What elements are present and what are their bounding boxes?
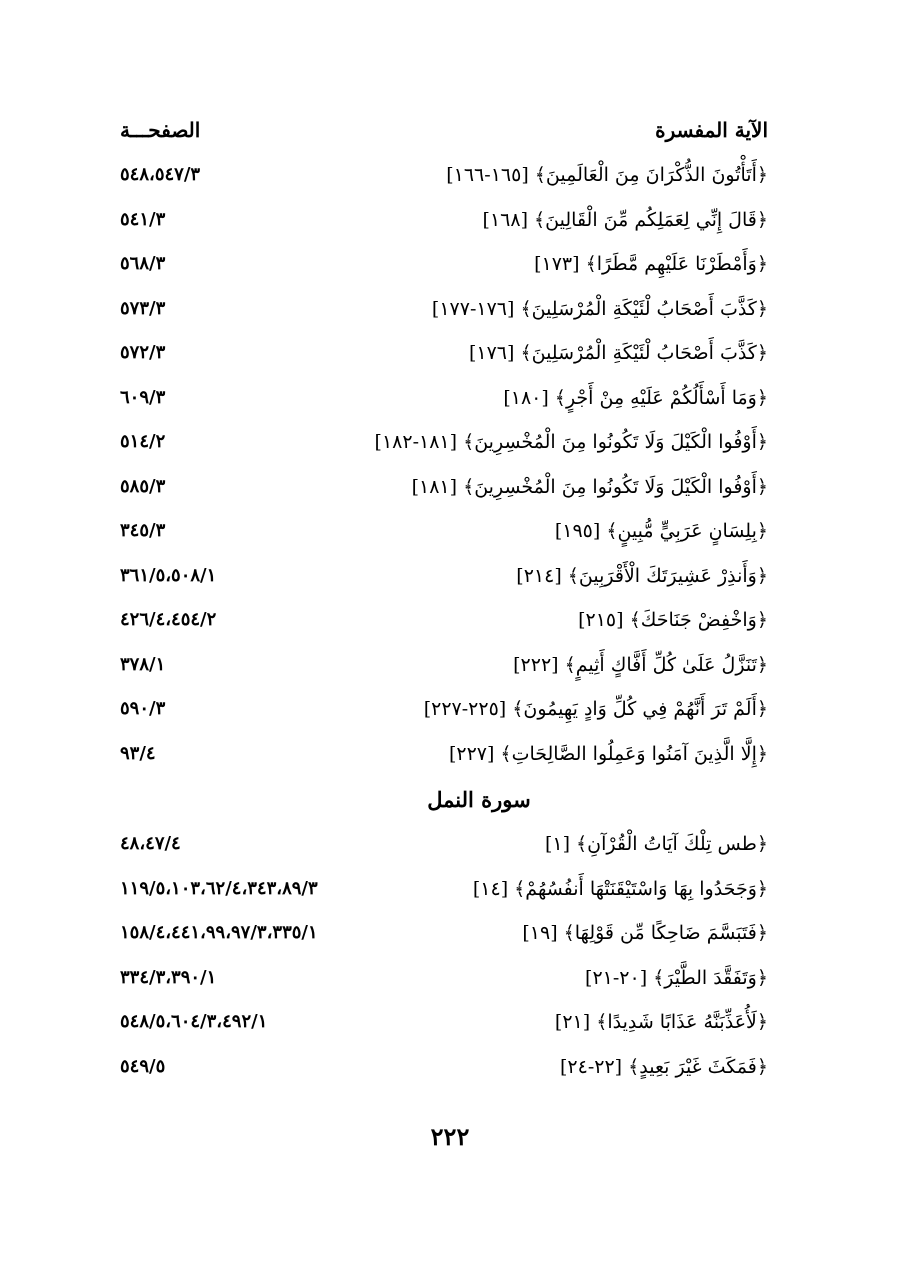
page-reference: ٥٨٥/٣: [120, 475, 166, 497]
verse-text: ﴿طس تِلْكَ آيَاتُ الْقُرْآنِ﴾ [١]: [544, 833, 768, 855]
page-reference: ٥٧٣/٣: [120, 297, 166, 319]
index-entry: [120, 916, 768, 961]
verse-text: ﴿كَذَّبَ أَصْحَابُ لْئَيْكَةِ الْمُرْسَلِينَ﴾ [١٧٦]: [468, 342, 768, 364]
index-entry: [120, 827, 768, 872]
index-entries: [120, 158, 768, 1094]
verse-column-header: الآية المفسرة: [655, 118, 768, 142]
index-entry: [120, 737, 768, 782]
index-entry: [120, 470, 768, 515]
index-entry: [120, 1005, 768, 1050]
verse-text: ﴿وَأَمْطَرْنَا عَلَيْهِم مَّطَرًا﴾ [١٧٣]: [534, 253, 768, 275]
verse-text: ﴿أَلَمْ تَرَ أَنَّهُمْ فِي كُلِّ وَادٍ يَهِيمُونَ﴾ [٢٢٥-٢٢٧]: [423, 698, 768, 720]
index-entry: [120, 247, 768, 292]
index-entry: [120, 1050, 768, 1095]
page-reference: ٥٤٨/٥،٦٠٤/٣،٤٩٢/١: [120, 1011, 268, 1032]
page-reference: ٣٤٥/٣: [120, 520, 166, 541]
verse-text: ﴿أَتَأْتُونَ الذُّكْرَانَ مِنَ الْعَالَمِينَ﴾ [١٦٥-١٦٦]: [446, 164, 768, 186]
verse-text: ﴿فَتَبَسَّمَ ضَاحِكًا مِّن قَوْلِهَا﴾ [١٩]: [522, 922, 768, 944]
verse-text: ﴿وَمَا أَسْأَلُكُمْ عَلَيْهِ مِنْ أَجْرٍ﴾ [١٨٠]: [503, 386, 768, 409]
verse-text: ﴿وَاخْفِضْ جَنَاحَكَ﴾ [٢١٥]: [578, 609, 768, 631]
page-reference: ٥٩٠/٣: [120, 698, 166, 719]
index-entry: [120, 648, 768, 693]
surah-title: سورة النمل: [427, 787, 531, 812]
page-reference: ٤٨،٤٧/٤: [120, 833, 181, 854]
index-entry: [120, 336, 768, 381]
verse-text: ﴿وَأَنذِرْ عَشِيرَتَكَ الْأَقْرَبِينَ﴾ [٢١٤]: [516, 564, 768, 587]
verse-text: ﴿إِلَّا الَّذِينَ آمَنُوا وَعَمِلُوا الصَّالِحَاتِ﴾ [٢٢٧]: [448, 742, 768, 765]
page-reference: ٥٧٢/٣: [120, 342, 166, 363]
verse-text: ﴿لَأُعَذِّبَنَّهُ عَذَابًا شَدِيدًا﴾ [٢١]: [554, 1011, 768, 1033]
verse-text: ﴿أَوْفُوا الْكَيْلَ وَلَا تَكُونُوا مِنَ الْمُخْسِرِينَ﴾ [١٨١]: [411, 475, 768, 498]
index-entry: [120, 872, 768, 917]
page-number: ٢٢٢: [430, 1122, 470, 1151]
index-entry: [120, 158, 768, 203]
page-reference: ٥٦٨/٣: [120, 253, 166, 274]
verse-text: ﴿كَذَّبَ أَصْحَابُ لْئَيْكَةِ الْمُرْسَلِينَ﴾ [١٧٦-١٧٧]: [431, 297, 768, 320]
verse-text: ﴿وَجَحَدُوا بِهَا وَاسْتَيْقَنَتْهَا أَنفُسُهُمْ﴾ [١٤]: [472, 877, 768, 900]
page-reference: ٥٤١/٣: [120, 208, 166, 230]
page-reference: ١١٩/٥،١٠٣،٦٢/٤،٣٤٣،٨٩/٣: [120, 877, 318, 899]
page-reference: ١٥٨/٤،٤٤١،٩٩،٩٧/٣،٣٣٥/١: [120, 922, 318, 943]
index-entry: [120, 425, 768, 470]
page-reference: ٥٤٩/٥: [120, 1055, 166, 1077]
page-reference: ٣٧٨/١: [120, 653, 166, 675]
index-entry: [120, 381, 768, 426]
page-reference: ٦٠٩/٣: [120, 386, 166, 408]
index-entry: [120, 292, 768, 337]
verse-text: ﴿بِلِسَانٍ عَرَبِيٍّ مُّبِينٍ﴾ [١٩٥]: [554, 520, 768, 542]
verse-text: ﴿فَمَكَثَ غَيْرَ بَعِيدٍ﴾ [٢٢-٢٤]: [559, 1055, 768, 1078]
index-entry: [120, 559, 768, 604]
index-entry: [120, 961, 768, 1006]
surah-heading: [120, 781, 768, 827]
index-entry: [120, 603, 768, 648]
page-reference: ٣٣٤/٣،٣٩٠/١: [120, 966, 217, 988]
page-reference: ٥١٤/٢: [120, 431, 166, 452]
page-reference: ٥٤٨،٥٤٧/٣: [120, 164, 201, 185]
index-entry: [120, 514, 768, 559]
verse-text: ﴿وَتَفَقَّدَ الطَّيْرَ﴾ [٢٠-٢١]: [585, 966, 768, 989]
index-entry: [120, 203, 768, 248]
verse-text: ﴿تَنَزَّلُ عَلَىٰ كُلِّ أَفَّاكٍ أَثِيمٍ﴾ [٢٢٢]: [513, 653, 768, 676]
index-entry: [120, 692, 768, 737]
verse-text: ﴿أَوْفُوا الْكَيْلَ وَلَا تَكُونُوا مِنَ الْمُخْسِرِينَ﴾ [١٨١-١٨٢]: [374, 431, 768, 453]
page-reference: ٩٣/٤: [120, 742, 156, 764]
page-reference: ٣٦١/٥،٥٠٨/١: [120, 564, 217, 586]
page-reference: ٤٢٦/٤،٤٥٤/٢: [120, 609, 217, 630]
verse-text: ﴿قَالَ إِنِّي لِعَمَلِكُم مِّنَ الْقَالِينَ﴾ [١٦٨]: [482, 208, 768, 231]
table-header: [120, 118, 768, 152]
page-column-header: الصفحـــة: [120, 118, 201, 142]
